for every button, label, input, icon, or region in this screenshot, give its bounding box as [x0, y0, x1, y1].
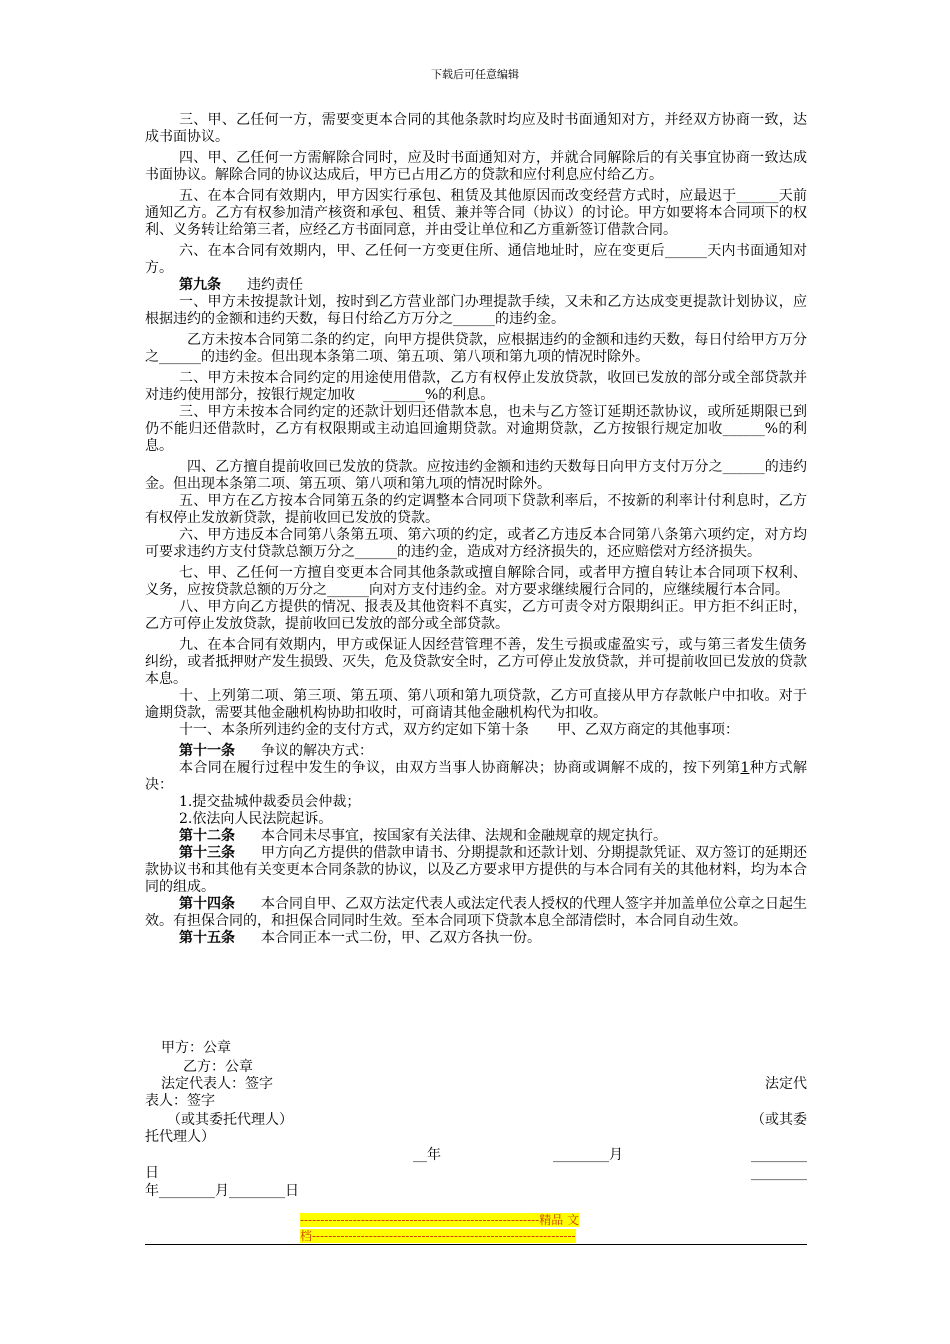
- date-month: ________月: [553, 1147, 623, 1163]
- breach-item: 二、甲方未按本合同约定的用途使用借款，乙方有权停止发放贷款，收回已发放的部分或全部贷款并对违约使用部分，按银行规定加收 ______%的利息。: [145, 370, 807, 403]
- article-title: 违约责任: [247, 277, 303, 293]
- article-13: [145, 845, 807, 896]
- party-a-seal: 甲方：公章: [161, 1040, 231, 1056]
- article-label: 第十四条: [179, 896, 235, 912]
- article-11-body: [145, 760, 807, 794]
- contract-body: [145, 112, 807, 947]
- clause-paragraph: 三、甲、乙任何一方，需要变更本合同的其他条款时均应及时书面通知对方，并经双方协商一致，达成书面协议。: [145, 112, 807, 145]
- article-text: 本合同自甲、乙双方法定代表人或法定代表人授权的代理人签字并加盖单位公章之日起生效。有担保合同的，和担保合同同时生效。至本合同项下贷款本息全部清偿时，本合同自动生效。: [145, 896, 807, 929]
- article-text: 甲方向乙方提供的借款申请书、分期提款和还款计划、分期提款凭证、双方签订的延期还款协议书和其他有关变更本合同条款的协议，以及乙方要求甲方提供的与本合同有关的其他材料，均为本合同的组成。: [145, 845, 807, 895]
- footer-watermark: [300, 1212, 650, 1244]
- breach-item: 五、甲方在乙方按本合同第五条的约定调整本合同项下贷款利率后，不按新的利率计付利息时，乙方有权停止发放新贷款，提前收回已发放的贷款。: [145, 493, 807, 526]
- page-header: 下载后可任意编辑: [431, 68, 519, 81]
- option-item: 2.依法向人民法院起诉。: [179, 811, 333, 827]
- breach-item: 七、甲、乙任何一方擅自变更本合同其他条款或擅自解除合同，或者甲方擅自转让本合同项下权利、义务，应按贷款总额的万分之______向对方支付违约金。对方要求继续履行合同的，应继续履行本合同。: [145, 565, 807, 598]
- party-b-date: 年________月________日: [145, 1183, 299, 1199]
- date-blank: ________: [751, 1165, 807, 1181]
- footer-rule: [145, 1244, 807, 1245]
- date-day: 日: [145, 1165, 159, 1181]
- clause-paragraph: 五、在本合同有效期内，甲方因实行承包、租赁及其他原因而改变经营方式时，应最迟于______天前通知乙方。乙方有权参加清产核资和承包、租赁、兼并等合同（协议）的讨论。甲方如要将本合同项下的权利、义务转让给第三者，应经乙方书面同意，并由受让单位和乙方重新签订借款合同。: [145, 188, 807, 238]
- article-label: 第九条: [179, 277, 221, 293]
- party-b-representative: 法定代: [765, 1076, 807, 1092]
- party-b-representative-cont: 表人：签字: [145, 1093, 215, 1109]
- breach-item: 九、在本合同有效期内，甲方或保证人因经营管理不善，发生亏损或虚盈实亏，或与第三者发生债务纠纷，或者抵押财产发生损毁、灭失，危及贷款安全时，乙方可停止发放贷款，并可提前收回已发放的贷款本息。: [145, 637, 807, 687]
- breach-item: 四、乙方擅自提前收回已发放的贷款。应按违约金额和违约天数每日向甲方支付万分之______的违约金。但出现本条第二项、第五项、第八项和第九项的情况时除外。: [145, 459, 807, 492]
- article-14: [145, 896, 807, 930]
- breach-item: 乙方未按本合同第二条的约定，向甲方提供贷款，应根据违约的金额和违约天数，每日付给甲方万分之______的违约金。但出现本条第二项、第五项、第八项和第九项的情况时除外。: [145, 332, 807, 365]
- article-11-heading: [145, 743, 807, 760]
- article-12: [145, 828, 807, 845]
- breach-item: 八、甲方向乙方提供的情况、报表及其他资料不真实，乙方可责令对方限期纠正。甲方拒不纠正时，乙方可停止发放贷款，提前收回已发放的部分或全部贷款。: [145, 599, 807, 632]
- article-text: 本合同正本一式二份，甲、乙双方各执一份。: [261, 930, 541, 946]
- party-b-agent: （或其委: [751, 1112, 807, 1128]
- article-text: 种方式解决：: [145, 760, 808, 793]
- article-15: [145, 930, 807, 947]
- article-label: 第十三条: [179, 845, 235, 861]
- party-a-agent: （或其委托代理人）: [167, 1112, 293, 1128]
- article-label: 第十五条: [179, 930, 235, 946]
- footer-line: -----------------------------------------------------------精品 文: [300, 1213, 580, 1227]
- clause-paragraph: 四、甲、乙任何一方需解除合同时，应及时书面通知对方，并就合同解除后的有关事宜协商一致达成书面协议。解除合同的协议达成后，甲方已占用乙方的贷款和应付利息应付给乙方。: [145, 150, 807, 183]
- article-label: 第十一条: [179, 743, 235, 759]
- breach-item: 三、甲方未按本合同约定的还款计划归还借款本息，也未与乙方签订延期还款协议，或所延期限已到仍不能归还借款时，乙方有权限期或主动追回逾期贷款。对逾期贷款，乙方按银行规定加收______%的利息。: [145, 404, 807, 454]
- date-year: __年: [413, 1147, 441, 1163]
- breach-item: 十、上列第二项、第三项、第五项、第八项和第九项贷款，乙方可直接从甲方存款帐户中扣收。对于逾期贷款，需要其他金融机构协助扣收时，可商请其他金融机构代为扣收。: [145, 688, 807, 721]
- party-b-seal: 乙方：公章: [183, 1059, 253, 1075]
- article-text: 本合同在履行过程中发生的争议，由双方当事人协商解决；协商或调解不成的，按下列第: [179, 760, 741, 776]
- article-title: 争议的解决方式：: [261, 743, 373, 759]
- breach-item: 六、甲方违反本合同第八条第五项、第六项的约定，或者乙方违反本合同第八条第六项约定，对方均可要求违约方支付贷款总额万分之______的违约金，造成对方经济损失的，还应赔偿对方经济损失。: [145, 527, 807, 560]
- party-b-agent-cont: 托代理人）: [145, 1129, 215, 1145]
- article-9-heading: [145, 277, 807, 294]
- article-text: 本合同未尽事宜，按国家有关法律、法规和金融规章的规定执行。: [261, 828, 667, 844]
- breach-item: 一、甲方未按提款计划，按时到乙方营业部门办理提款手续，又未和乙方达成变更提款计划协议，应根据违约的金额和违约天数，每日付给乙方万分之______的违约金。: [145, 294, 807, 327]
- choice-number: 1: [740, 760, 750, 776]
- breach-item: 十一、本条所列违约金的支付方式，双方约定如下第十条 甲、乙双方商定的其他事项：: [179, 722, 739, 738]
- clause-paragraph: 六、在本合同有效期内，甲、乙任何一方变更住所、通信地址时，应在变更后______天内书面通知对方。: [145, 243, 807, 276]
- date-blank: ________: [751, 1147, 807, 1163]
- footer-line: 档-----------------------------------------------------------------: [300, 1229, 576, 1243]
- party-a-representative: 法定代表人：签字: [161, 1076, 273, 1092]
- option-item: 1.提交盐城仲裁委员会仲裁；: [179, 794, 361, 810]
- article-label: 第十二条: [179, 828, 235, 844]
